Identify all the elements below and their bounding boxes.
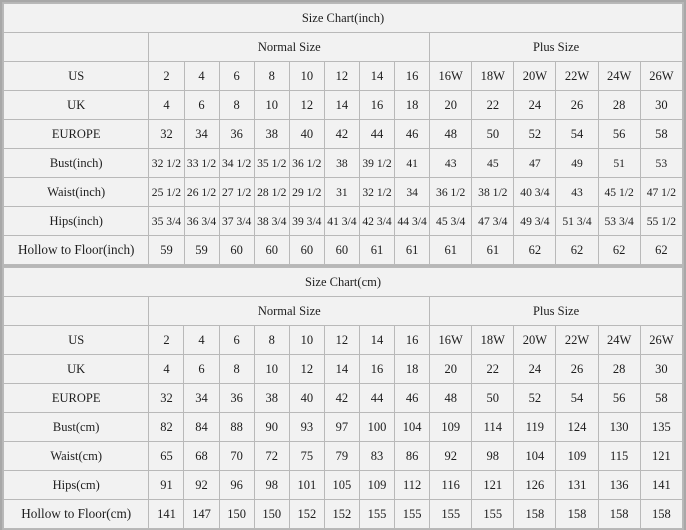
cell: 28 — [598, 91, 640, 120]
cell: 92 — [430, 442, 472, 471]
cell: 54 — [556, 120, 598, 149]
cell: 20W — [514, 326, 556, 355]
cell: 36 — [219, 384, 254, 413]
cell: 22 — [472, 91, 514, 120]
cell: 141 — [640, 471, 682, 500]
table-row — [4, 442, 683, 471]
cell: 33 1/2 — [184, 149, 219, 178]
cell: 26 1/2 — [184, 178, 219, 207]
cell: 12 — [289, 91, 324, 120]
cell: 60 — [219, 236, 254, 265]
cell: 121 — [472, 471, 514, 500]
cell: 39 1/2 — [359, 149, 394, 178]
cell: 8 — [254, 326, 289, 355]
table-row — [4, 91, 683, 120]
cell: 22 — [472, 355, 514, 384]
cell: 61 — [395, 236, 430, 265]
cell: 16 — [359, 91, 394, 120]
cell: 32 — [149, 120, 184, 149]
cell: 20 — [430, 355, 472, 384]
cell: 34 1/2 — [219, 149, 254, 178]
size-chart-inch — [2, 2, 684, 266]
page-title: Size Chart(inch) — [4, 4, 683, 33]
cell: 97 — [324, 413, 359, 442]
cell: 59 — [184, 236, 219, 265]
cell: 38 — [254, 120, 289, 149]
cell: 26W — [640, 62, 682, 91]
row-label-hips: Hips(inch) — [4, 207, 149, 236]
cell: 41 3/4 — [324, 207, 359, 236]
cell: 56 — [598, 384, 640, 413]
table-row — [4, 500, 683, 529]
cell: 2 — [149, 326, 184, 355]
table-row — [4, 471, 683, 500]
row-label-uk: UK — [4, 355, 149, 384]
cell: 42 — [324, 120, 359, 149]
cell: 25 1/2 — [149, 178, 184, 207]
cell: 37 3/4 — [219, 207, 254, 236]
cell: 14 — [359, 326, 394, 355]
cell: 152 — [324, 500, 359, 529]
cell: 55 1/2 — [640, 207, 682, 236]
cell: 6 — [184, 355, 219, 384]
cell: 47 — [514, 149, 556, 178]
cell: 68 — [184, 442, 219, 471]
cell: 36 1/2 — [430, 178, 472, 207]
size-chart-cm-table — [3, 267, 683, 529]
cell: 6 — [219, 62, 254, 91]
cell: 52 — [514, 120, 556, 149]
cell: 43 — [556, 178, 598, 207]
row-label-hips: Hips(cm) — [4, 471, 149, 500]
cell: 26W — [640, 326, 682, 355]
cell: 16 — [395, 326, 430, 355]
cell: 10 — [289, 326, 324, 355]
table-row — [4, 355, 683, 384]
cell: 126 — [514, 471, 556, 500]
cell: 147 — [184, 500, 219, 529]
cell: 44 — [359, 384, 394, 413]
cell: 45 3/4 — [430, 207, 472, 236]
cell: 51 — [598, 149, 640, 178]
table-row — [4, 62, 683, 91]
cell: 114 — [472, 413, 514, 442]
cell: 14 — [359, 62, 394, 91]
cell: 8 — [219, 91, 254, 120]
row-label-hollow-to-floor: Hollow to Floor(cm) — [4, 500, 149, 529]
cell: 121 — [640, 442, 682, 471]
cell: 82 — [149, 413, 184, 442]
cell: 4 — [149, 355, 184, 384]
cell: 22W — [556, 62, 598, 91]
cell: 14 — [324, 91, 359, 120]
row-label-europe: EUROPE — [4, 120, 149, 149]
cell: 49 — [556, 149, 598, 178]
cell: 10 — [254, 355, 289, 384]
row-label-hollow-to-floor: Hollow to Floor(inch) — [4, 236, 149, 265]
cell: 79 — [324, 442, 359, 471]
cell: 20 — [430, 91, 472, 120]
cell: 48 — [430, 384, 472, 413]
cell: 4 — [184, 326, 219, 355]
cell: 12 — [289, 355, 324, 384]
cell: 24W — [598, 326, 640, 355]
cell: 34 — [395, 178, 430, 207]
cell: 28 — [598, 355, 640, 384]
cell: 158 — [556, 500, 598, 529]
cell: 141 — [149, 500, 184, 529]
cell: 10 — [289, 62, 324, 91]
cell: 30 — [640, 355, 682, 384]
table-row — [4, 178, 683, 207]
cell: 136 — [598, 471, 640, 500]
cell: 50 — [472, 384, 514, 413]
row-label-bust: Bust(cm) — [4, 413, 149, 442]
cell: 46 — [395, 384, 430, 413]
group-header-normal: Normal Size — [149, 33, 430, 62]
cell: 52 — [514, 384, 556, 413]
corner-cell — [4, 33, 149, 62]
cell: 12 — [324, 62, 359, 91]
cell: 62 — [514, 236, 556, 265]
cell: 60 — [254, 236, 289, 265]
cell: 35 3/4 — [149, 207, 184, 236]
cell: 24 — [514, 355, 556, 384]
cell: 32 1/2 — [359, 178, 394, 207]
cell: 104 — [395, 413, 430, 442]
cell: 40 3/4 — [514, 178, 556, 207]
cell: 56 — [598, 120, 640, 149]
cell: 48 — [430, 120, 472, 149]
cell: 105 — [324, 471, 359, 500]
cell: 61 — [430, 236, 472, 265]
cell: 26 — [556, 91, 598, 120]
cell: 12 — [324, 326, 359, 355]
cell: 31 — [324, 178, 359, 207]
table-row — [4, 149, 683, 178]
cell: 22W — [556, 326, 598, 355]
cell: 109 — [430, 413, 472, 442]
cell: 130 — [598, 413, 640, 442]
table-group-row — [4, 33, 683, 62]
cell: 109 — [556, 442, 598, 471]
cell: 38 1/2 — [472, 178, 514, 207]
row-label-waist: Waist(inch) — [4, 178, 149, 207]
cell: 36 — [219, 120, 254, 149]
cell: 62 — [640, 236, 682, 265]
cell: 18W — [472, 326, 514, 355]
cell: 8 — [254, 62, 289, 91]
cell: 158 — [598, 500, 640, 529]
cell: 135 — [640, 413, 682, 442]
table-row — [4, 413, 683, 442]
cell: 60 — [324, 236, 359, 265]
cell: 10 — [254, 91, 289, 120]
cell: 42 3/4 — [359, 207, 394, 236]
cell: 152 — [289, 500, 324, 529]
cell: 47 3/4 — [472, 207, 514, 236]
cell: 155 — [430, 500, 472, 529]
cell: 96 — [219, 471, 254, 500]
cell: 14 — [324, 355, 359, 384]
cell: 88 — [219, 413, 254, 442]
cell: 158 — [640, 500, 682, 529]
cell: 18W — [472, 62, 514, 91]
cell: 40 — [289, 120, 324, 149]
cell: 18 — [395, 91, 430, 120]
cell: 38 3/4 — [254, 207, 289, 236]
cell: 53 3/4 — [598, 207, 640, 236]
cell: 32 — [149, 384, 184, 413]
cell: 51 3/4 — [556, 207, 598, 236]
cell: 16W — [430, 62, 472, 91]
cell: 70 — [219, 442, 254, 471]
cell: 61 — [472, 236, 514, 265]
cell: 62 — [598, 236, 640, 265]
group-header-plus: Plus Size — [430, 297, 683, 326]
table-title-row — [4, 268, 683, 297]
cell: 30 — [640, 91, 682, 120]
cell: 18 — [395, 355, 430, 384]
cell: 4 — [149, 91, 184, 120]
cell: 24W — [598, 62, 640, 91]
cell: 32 1/2 — [149, 149, 184, 178]
cell: 47 1/2 — [640, 178, 682, 207]
cell: 20W — [514, 62, 556, 91]
cell: 53 — [640, 149, 682, 178]
row-label-us: US — [4, 326, 149, 355]
cell: 58 — [640, 120, 682, 149]
cell: 84 — [184, 413, 219, 442]
row-label-us: US — [4, 62, 149, 91]
size-chart-inch-table — [3, 3, 683, 265]
cell: 119 — [514, 413, 556, 442]
cell: 35 1/2 — [254, 149, 289, 178]
cell: 43 — [430, 149, 472, 178]
cell: 58 — [640, 384, 682, 413]
cell: 46 — [395, 120, 430, 149]
cell: 34 — [184, 384, 219, 413]
cell: 42 — [324, 384, 359, 413]
cell: 4 — [184, 62, 219, 91]
table-row — [4, 384, 683, 413]
cell: 34 — [184, 120, 219, 149]
cell: 29 1/2 — [289, 178, 324, 207]
page-title-cm: Size Chart(cm) — [4, 268, 683, 297]
cell: 59 — [149, 236, 184, 265]
cell: 38 — [324, 149, 359, 178]
table-row — [4, 326, 683, 355]
table-title-row — [4, 4, 683, 33]
cell: 98 — [472, 442, 514, 471]
row-label-waist: Waist(cm) — [4, 442, 149, 471]
cell: 44 — [359, 120, 394, 149]
cell: 150 — [219, 500, 254, 529]
cell: 28 1/2 — [254, 178, 289, 207]
cell: 155 — [472, 500, 514, 529]
group-header-plus: Plus Size — [430, 33, 683, 62]
size-chart-cm — [2, 266, 684, 530]
cell: 65 — [149, 442, 184, 471]
cell: 100 — [359, 413, 394, 442]
cell: 50 — [472, 120, 514, 149]
cell: 16 — [395, 62, 430, 91]
cell: 44 3/4 — [395, 207, 430, 236]
row-label-bust: Bust(inch) — [4, 149, 149, 178]
cell: 150 — [254, 500, 289, 529]
cell: 36 1/2 — [289, 149, 324, 178]
row-label-europe: EUROPE — [4, 384, 149, 413]
cell: 90 — [254, 413, 289, 442]
cell: 109 — [359, 471, 394, 500]
cell: 49 3/4 — [514, 207, 556, 236]
cell: 45 — [472, 149, 514, 178]
table-row — [4, 120, 683, 149]
cell: 40 — [289, 384, 324, 413]
cell: 75 — [289, 442, 324, 471]
cell: 131 — [556, 471, 598, 500]
cell: 83 — [359, 442, 394, 471]
cell: 115 — [598, 442, 640, 471]
cell: 62 — [556, 236, 598, 265]
cell: 72 — [254, 442, 289, 471]
cell: 39 3/4 — [289, 207, 324, 236]
cell: 104 — [514, 442, 556, 471]
cell: 155 — [359, 500, 394, 529]
cell: 2 — [149, 62, 184, 91]
cell: 16W — [430, 326, 472, 355]
cell: 54 — [556, 384, 598, 413]
cell: 92 — [184, 471, 219, 500]
cell: 60 — [289, 236, 324, 265]
cell: 38 — [254, 384, 289, 413]
cell: 26 — [556, 355, 598, 384]
cell: 6 — [219, 326, 254, 355]
cell: 45 1/2 — [598, 178, 640, 207]
cell: 93 — [289, 413, 324, 442]
corner-cell — [4, 297, 149, 326]
cell: 98 — [254, 471, 289, 500]
cell: 61 — [359, 236, 394, 265]
cell: 124 — [556, 413, 598, 442]
cell: 158 — [514, 500, 556, 529]
cell: 86 — [395, 442, 430, 471]
cell: 36 3/4 — [184, 207, 219, 236]
cell: 16 — [359, 355, 394, 384]
cell: 91 — [149, 471, 184, 500]
cell: 27 1/2 — [219, 178, 254, 207]
cell: 41 — [395, 149, 430, 178]
table-group-row — [4, 297, 683, 326]
cell: 155 — [395, 500, 430, 529]
cell: 6 — [184, 91, 219, 120]
cell: 112 — [395, 471, 430, 500]
group-header-normal: Normal Size — [149, 297, 430, 326]
table-row — [4, 236, 683, 265]
row-label-uk: UK — [4, 91, 149, 120]
cell: 101 — [289, 471, 324, 500]
table-row — [4, 207, 683, 236]
cell: 8 — [219, 355, 254, 384]
cell: 24 — [514, 91, 556, 120]
cell: 116 — [430, 471, 472, 500]
